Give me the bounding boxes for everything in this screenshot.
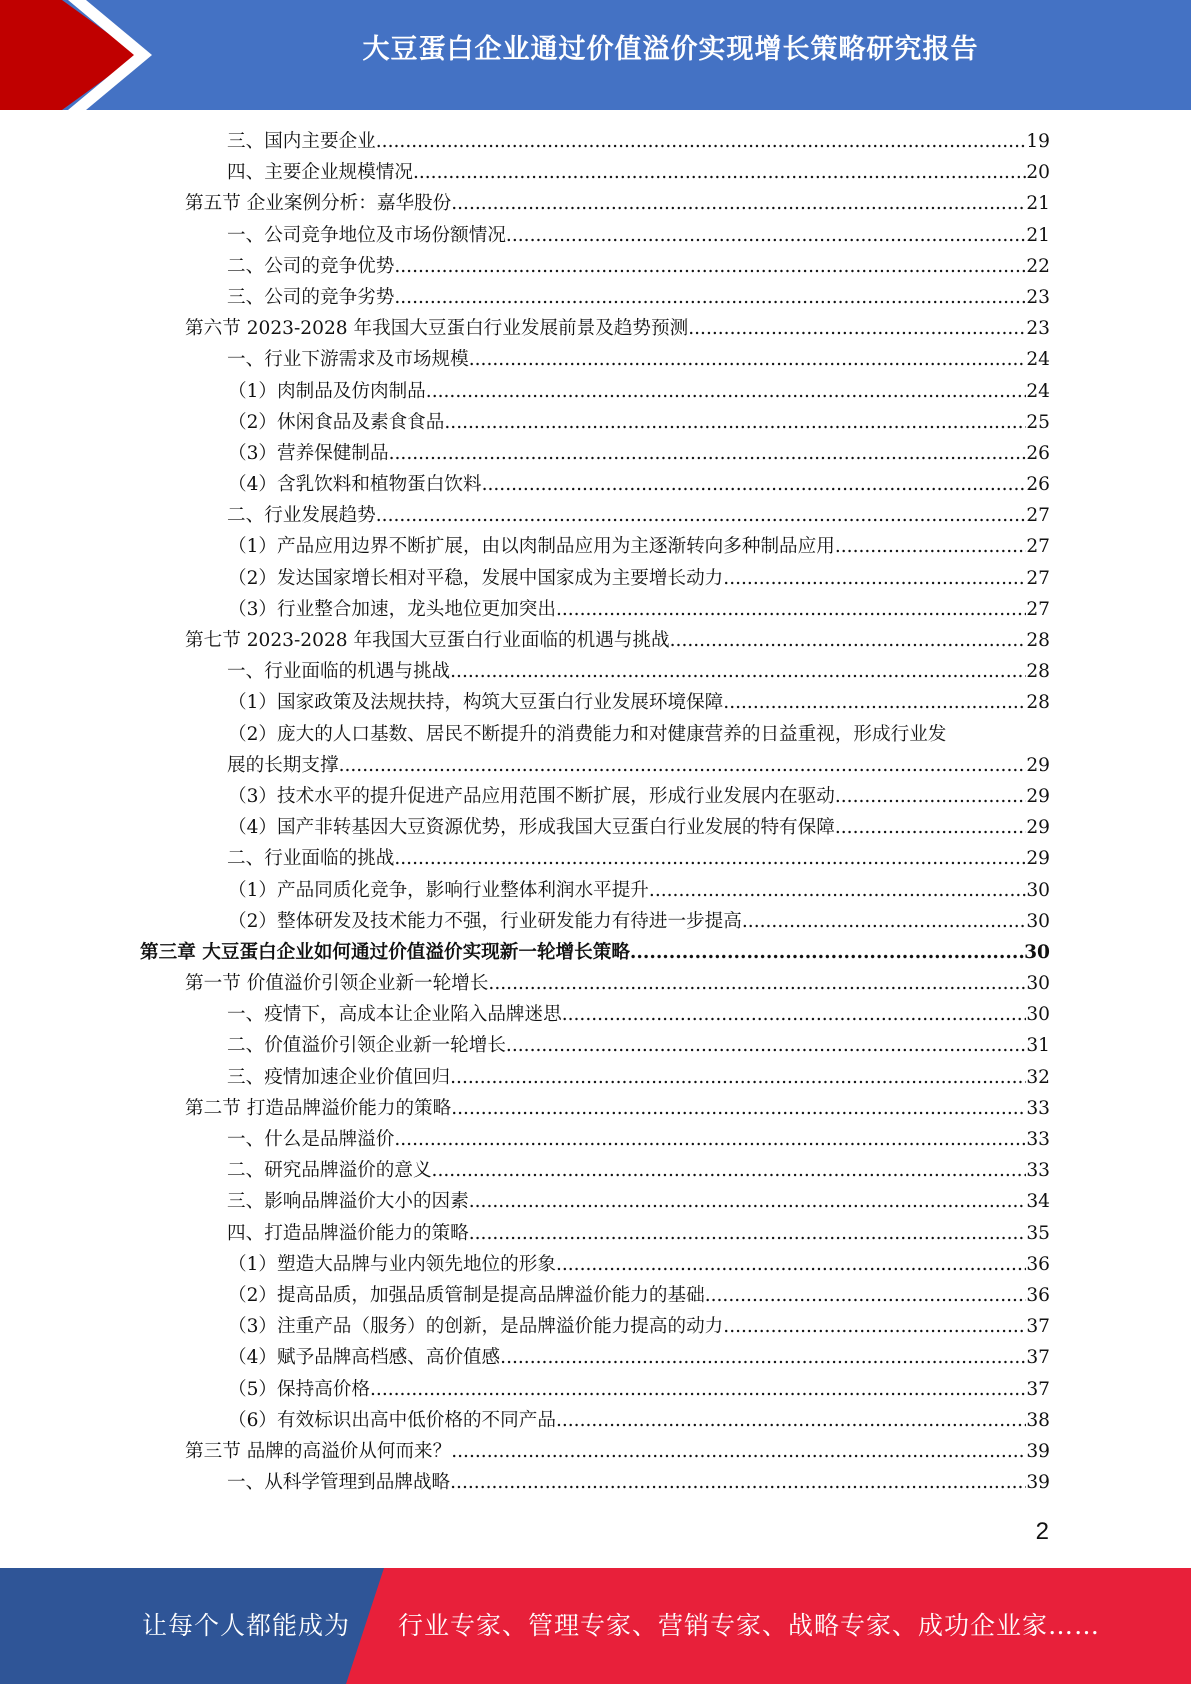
toc-entry[interactable]: [140, 1124, 1050, 1155]
toc-entry-title: （1）肉制品及仿肉制品: [228, 380, 426, 402]
toc-entry[interactable]: [140, 344, 1050, 375]
toc-leader-dots: [562, 999, 1027, 1030]
toc-entry-page: 22: [1026, 255, 1050, 277]
toc-entry-title: （4）赋予品牌高档感、高价值感: [228, 1347, 501, 1369]
toc-leader-dots: [469, 1186, 1027, 1217]
toc-entry-page: 29: [1026, 817, 1050, 839]
toc-entry-page: 23: [1026, 286, 1050, 308]
toc-entry[interactable]: [140, 1467, 1050, 1498]
toc-entry[interactable]: [140, 438, 1050, 469]
toc-entry-title: （2）发达国家增长相对平稳，发展中国家成为主要增长动力: [228, 567, 724, 589]
toc-entry-page: 36: [1026, 1284, 1050, 1306]
toc-entry-title: 第三节 品牌的高溢价从何而来？: [185, 1440, 452, 1462]
toc-leader-dots: [670, 625, 1027, 656]
toc-entry-page: 30: [1026, 973, 1050, 995]
toc-entry-title: （6）有效标识出高中低价格的不同产品: [228, 1409, 556, 1431]
toc-leader-dots: [444, 407, 1026, 438]
toc-entry-page: 27: [1026, 567, 1050, 589]
toc-entry-title: （3）注重产品（服务）的创新，是品牌溢价能力提高的动力: [228, 1316, 724, 1338]
toc-entry-page: 27: [1026, 505, 1050, 527]
toc-entry-page: 21: [1026, 224, 1050, 246]
toc-entry[interactable]: [140, 937, 1050, 968]
toc-leader-dots: [432, 1155, 1027, 1186]
toc-entry[interactable]: [140, 750, 1050, 781]
toc-leader-dots: [723, 563, 1026, 594]
toc-entry[interactable]: [140, 1249, 1050, 1280]
toc-entry-title: 展的长期支撑: [227, 754, 339, 776]
header-banner: [0, 0, 1191, 110]
toc-entry[interactable]: [140, 1280, 1050, 1311]
toc-entry[interactable]: [140, 1186, 1050, 1217]
toc-entry-page: 24: [1026, 380, 1050, 402]
toc-entry-page: 39: [1026, 1472, 1050, 1494]
toc-leader-dots: [394, 843, 1026, 874]
toc-entry-page: 26: [1026, 442, 1050, 464]
toc-entry-page: 29: [1026, 848, 1050, 870]
toc-entry-title: （2）整体研发及技术能力不强，行业研发能力有待进一步提高: [228, 910, 742, 932]
toc-entry[interactable]: [140, 1062, 1050, 1093]
toc-entry[interactable]: [140, 1405, 1050, 1436]
toc-entry-title: 第三章 大豆蛋白企业如何通过价值溢价实现新一轮增长策略: [140, 941, 630, 963]
toc-entry[interactable]: [140, 531, 1050, 562]
toc-entry-page: 33: [1026, 1129, 1050, 1150]
footer-slogan-right: 行业专家、管理专家、营销专家、战略专家、成功企业家……: [398, 1611, 1101, 1640]
toc-leader-dots: [835, 531, 1026, 562]
toc-leader-dots: [450, 1062, 1026, 1093]
toc-entry[interactable]: [140, 157, 1050, 188]
toc-entry-page: 33: [1026, 1160, 1050, 1182]
toc-entry-page: 21: [1026, 193, 1050, 215]
toc-leader-dots: [339, 750, 1027, 781]
toc-entry-page: 24: [1026, 349, 1050, 371]
toc-leader-dots: [705, 1280, 1027, 1311]
toc-entry-page: 25: [1026, 411, 1050, 433]
toc-entry[interactable]: [140, 625, 1050, 656]
toc-entry-page: 31: [1026, 1035, 1050, 1057]
toc-leader-dots: [723, 1311, 1026, 1342]
toc-entry-title: 二、研究品牌溢价的意义: [227, 1160, 432, 1182]
toc-leader-dots: [506, 1030, 1026, 1061]
toc-entry-title: 三、疫情加速企业价值回归: [227, 1066, 451, 1088]
toc-leader-dots: [370, 1374, 1026, 1405]
toc-entry[interactable]: [140, 843, 1050, 874]
toc-leader-dots: [556, 594, 1026, 625]
toc-entry[interactable]: [140, 999, 1050, 1030]
toc-entry-page: 19: [1026, 131, 1050, 152]
toc-entry-title: （1）塑造大品牌与业内领先地位的形象: [228, 1253, 556, 1275]
toc-entry-title: （2）休闲食品及素食食品: [228, 411, 445, 433]
toc-entry-page: 26: [1026, 474, 1050, 496]
toc-entry-title: 一、行业下游需求及市场规模: [227, 349, 469, 371]
toc-entry-page: 30: [1026, 1004, 1050, 1026]
toc-leader-dots: [450, 1467, 1026, 1498]
toc-entry-title: 第五节 企业案例分析：嘉华股份: [185, 193, 452, 215]
toc-entry[interactable]: [140, 188, 1050, 219]
toc-entry-title: （3）技术水平的提升促进产品应用范围不断扩展，形成行业发展内在驱动: [228, 785, 835, 807]
toc-entry-title: 三、影响品牌溢价大小的因素: [227, 1191, 469, 1213]
toc-entry[interactable]: [140, 282, 1050, 313]
toc-entry[interactable]: [140, 1218, 1050, 1249]
toc-entry[interactable]: [140, 1342, 1050, 1373]
toc-entry-page: 39: [1026, 1440, 1050, 1462]
toc-entry-title: 一、什么是品牌溢价: [227, 1129, 395, 1150]
toc-leader-dots: [742, 906, 1026, 937]
toc-leader-dots: [450, 656, 1026, 687]
toc-leader-dots: [556, 1249, 1026, 1280]
toc-entry-title: 二、行业面临的挑战: [227, 848, 395, 870]
toc-entry-title: 第一节 价值溢价引领企业新一轮增长: [185, 973, 489, 995]
toc-entry-page: 23: [1026, 318, 1050, 340]
toc-entry[interactable]: [140, 1374, 1050, 1405]
toc-entry-title: （3）营养保健制品: [228, 442, 389, 464]
toc-entry-page: 28: [1026, 630, 1050, 651]
toc-entry[interactable]: [140, 126, 1050, 157]
toc-leader-dots: [482, 469, 1027, 500]
toc-leader-dots: [835, 812, 1026, 843]
toc-leader-dots: [426, 376, 1027, 407]
toc-entry-page: 37: [1026, 1347, 1050, 1369]
toc-entry[interactable]: [140, 1155, 1050, 1186]
toc-entry-title: 三、国内主要企业: [227, 131, 376, 152]
footer-slogan-left: 让每个人都能成为: [142, 1611, 351, 1640]
toc-entry-title: 第七节 2023-2028 年我国大豆蛋白行业面临的机遇与挑战: [185, 630, 670, 651]
toc-entry[interactable]: [140, 719, 1050, 750]
toc-leader-dots: [500, 1342, 1026, 1373]
toc-entry-title: 四、主要企业规模情况: [227, 162, 413, 184]
toc-leader-dots: [376, 126, 1027, 157]
toc-entry-title: （3）行业整合加速，龙头地位更加突出: [228, 598, 556, 620]
toc-entry[interactable]: [140, 500, 1050, 531]
toc-entry-page: 29: [1026, 754, 1050, 776]
toc-leader-dots: [469, 1218, 1027, 1249]
toc-entry[interactable]: [140, 687, 1050, 718]
toc-leader-dots: [506, 220, 1026, 251]
toc-entry-page: 37: [1026, 1316, 1050, 1338]
toc-entry[interactable]: [140, 469, 1050, 500]
toc-entry-title: 二、公司的竞争优势: [227, 255, 395, 277]
toc-entry-title: （1）产品应用边界不断扩展，由以肉制品应用为主逐渐转向多种制品应用: [228, 536, 835, 558]
toc-entry-title: （2）提高品质，加强品质管制是提高品牌溢价能力的基础: [228, 1284, 705, 1306]
toc-entry-title: （1）产品同质化竞争，影响行业整体利润水平提升: [228, 879, 649, 901]
toc-entry-page: 35: [1026, 1222, 1050, 1244]
toc-entry-title: （4）国产非转基因大豆资源优势，形成我国大豆蛋白行业发展的特有保障: [228, 817, 835, 839]
toc-leader-dots: [835, 781, 1026, 812]
toc-entry[interactable]: [140, 656, 1050, 687]
toc-entry-page: 30: [1026, 910, 1050, 932]
toc-entry-page: 32: [1026, 1066, 1050, 1088]
toc-leader-dots: [556, 1405, 1026, 1436]
toc-leader-dots: [389, 438, 1027, 469]
toc-entry[interactable]: [140, 1436, 1050, 1467]
report-title: 大豆蛋白企业通过价值溢价实现增长策略研究报告: [362, 34, 979, 65]
toc-entry[interactable]: [140, 875, 1050, 906]
toc-leader-dots: [394, 282, 1026, 313]
toc-entry-title: 二、行业发展趋势: [227, 505, 376, 527]
toc-leader-dots: [394, 1124, 1026, 1155]
toc-entry-title: 第六节 2023-2028 年我国大豆蛋白行业发展前景及趋势预测: [185, 318, 689, 340]
toc-entry[interactable]: [140, 563, 1050, 594]
toc-entry-title: 一、公司竞争地位及市场份额情况: [227, 224, 506, 246]
toc-entry-title: 二、价值溢价引领企业新一轮增长: [227, 1035, 506, 1057]
toc-entry-page: 36: [1026, 1253, 1050, 1275]
toc-leader-dots: [376, 500, 1027, 531]
toc-leader-dots: [451, 1093, 1026, 1124]
toc-entry[interactable]: [140, 812, 1050, 843]
toc-leader-dots: [469, 344, 1027, 375]
toc-entry[interactable]: [140, 594, 1050, 625]
toc-entry-page: 28: [1026, 661, 1050, 683]
toc-entry[interactable]: [140, 1093, 1050, 1124]
toc-leader-dots: [394, 251, 1026, 282]
toc-entry[interactable]: [140, 906, 1050, 937]
page-number: 2: [1035, 1518, 1049, 1545]
table-of-contents: [140, 126, 1050, 1498]
toc-entry-page: 38: [1026, 1409, 1050, 1431]
toc-entry-title: （1）国家政策及法规扶持，构筑大豆蛋白行业发展环境保障: [228, 692, 724, 714]
toc-entry[interactable]: [140, 376, 1050, 407]
toc-leader-dots: [688, 313, 1026, 344]
toc-entry-title: （5）保持高价格: [228, 1378, 370, 1400]
toc-entry-page: 20: [1026, 162, 1050, 184]
toc-entry-page: 37: [1026, 1378, 1050, 1400]
toc-entry[interactable]: [140, 1030, 1050, 1061]
toc-entry[interactable]: [140, 251, 1050, 282]
toc-entry[interactable]: [140, 313, 1050, 344]
toc-entry-page: 27: [1026, 536, 1050, 558]
toc-leader-dots: [649, 875, 1026, 906]
toc-entry[interactable]: [140, 781, 1050, 812]
footer-banner: [0, 1568, 1191, 1684]
toc-entry[interactable]: [140, 220, 1050, 251]
toc-entry-page: 28: [1026, 692, 1050, 714]
toc-entry-title: 三、公司的竞争劣势: [227, 286, 395, 308]
toc-entry[interactable]: [140, 407, 1050, 438]
toc-entry-title: 四、打造品牌溢价能力的策略: [227, 1222, 469, 1244]
toc-entry-title: 第二节 打造品牌溢价能力的策略: [185, 1097, 452, 1119]
toc-leader-dots: [630, 937, 1024, 968]
toc-entry[interactable]: [140, 968, 1050, 999]
toc-entry-title: 一、从科学管理到品牌战略: [227, 1472, 451, 1494]
toc-entry-page: 30: [1026, 879, 1050, 901]
toc-leader-dots: [451, 1436, 1026, 1467]
toc-entry[interactable]: [140, 1311, 1050, 1342]
toc-entry-page: 34: [1026, 1191, 1050, 1213]
toc-entry-page: 29: [1026, 785, 1050, 807]
toc-leader-dots: [488, 968, 1026, 999]
toc-entry-page: 27: [1026, 598, 1050, 620]
toc-entry-page: 33: [1026, 1097, 1050, 1119]
toc-leader-dots: [413, 157, 1026, 188]
toc-entry-title: （2）庞大的人口基数、居民不断提升的消费能力和对健康营养的日益重视，形成行业发: [228, 723, 947, 745]
toc-entry-title: （4）含乳饮料和植物蛋白饮料: [228, 474, 482, 496]
toc-entry-page: 30: [1024, 941, 1050, 963]
toc-entry-title: 一、行业面临的机遇与挑战: [227, 661, 451, 683]
toc-leader-dots: [451, 188, 1026, 219]
toc-entry-title: 一、疫情下，高成本让企业陷入品牌迷思: [227, 1004, 562, 1026]
toc-leader-dots: [723, 687, 1026, 718]
